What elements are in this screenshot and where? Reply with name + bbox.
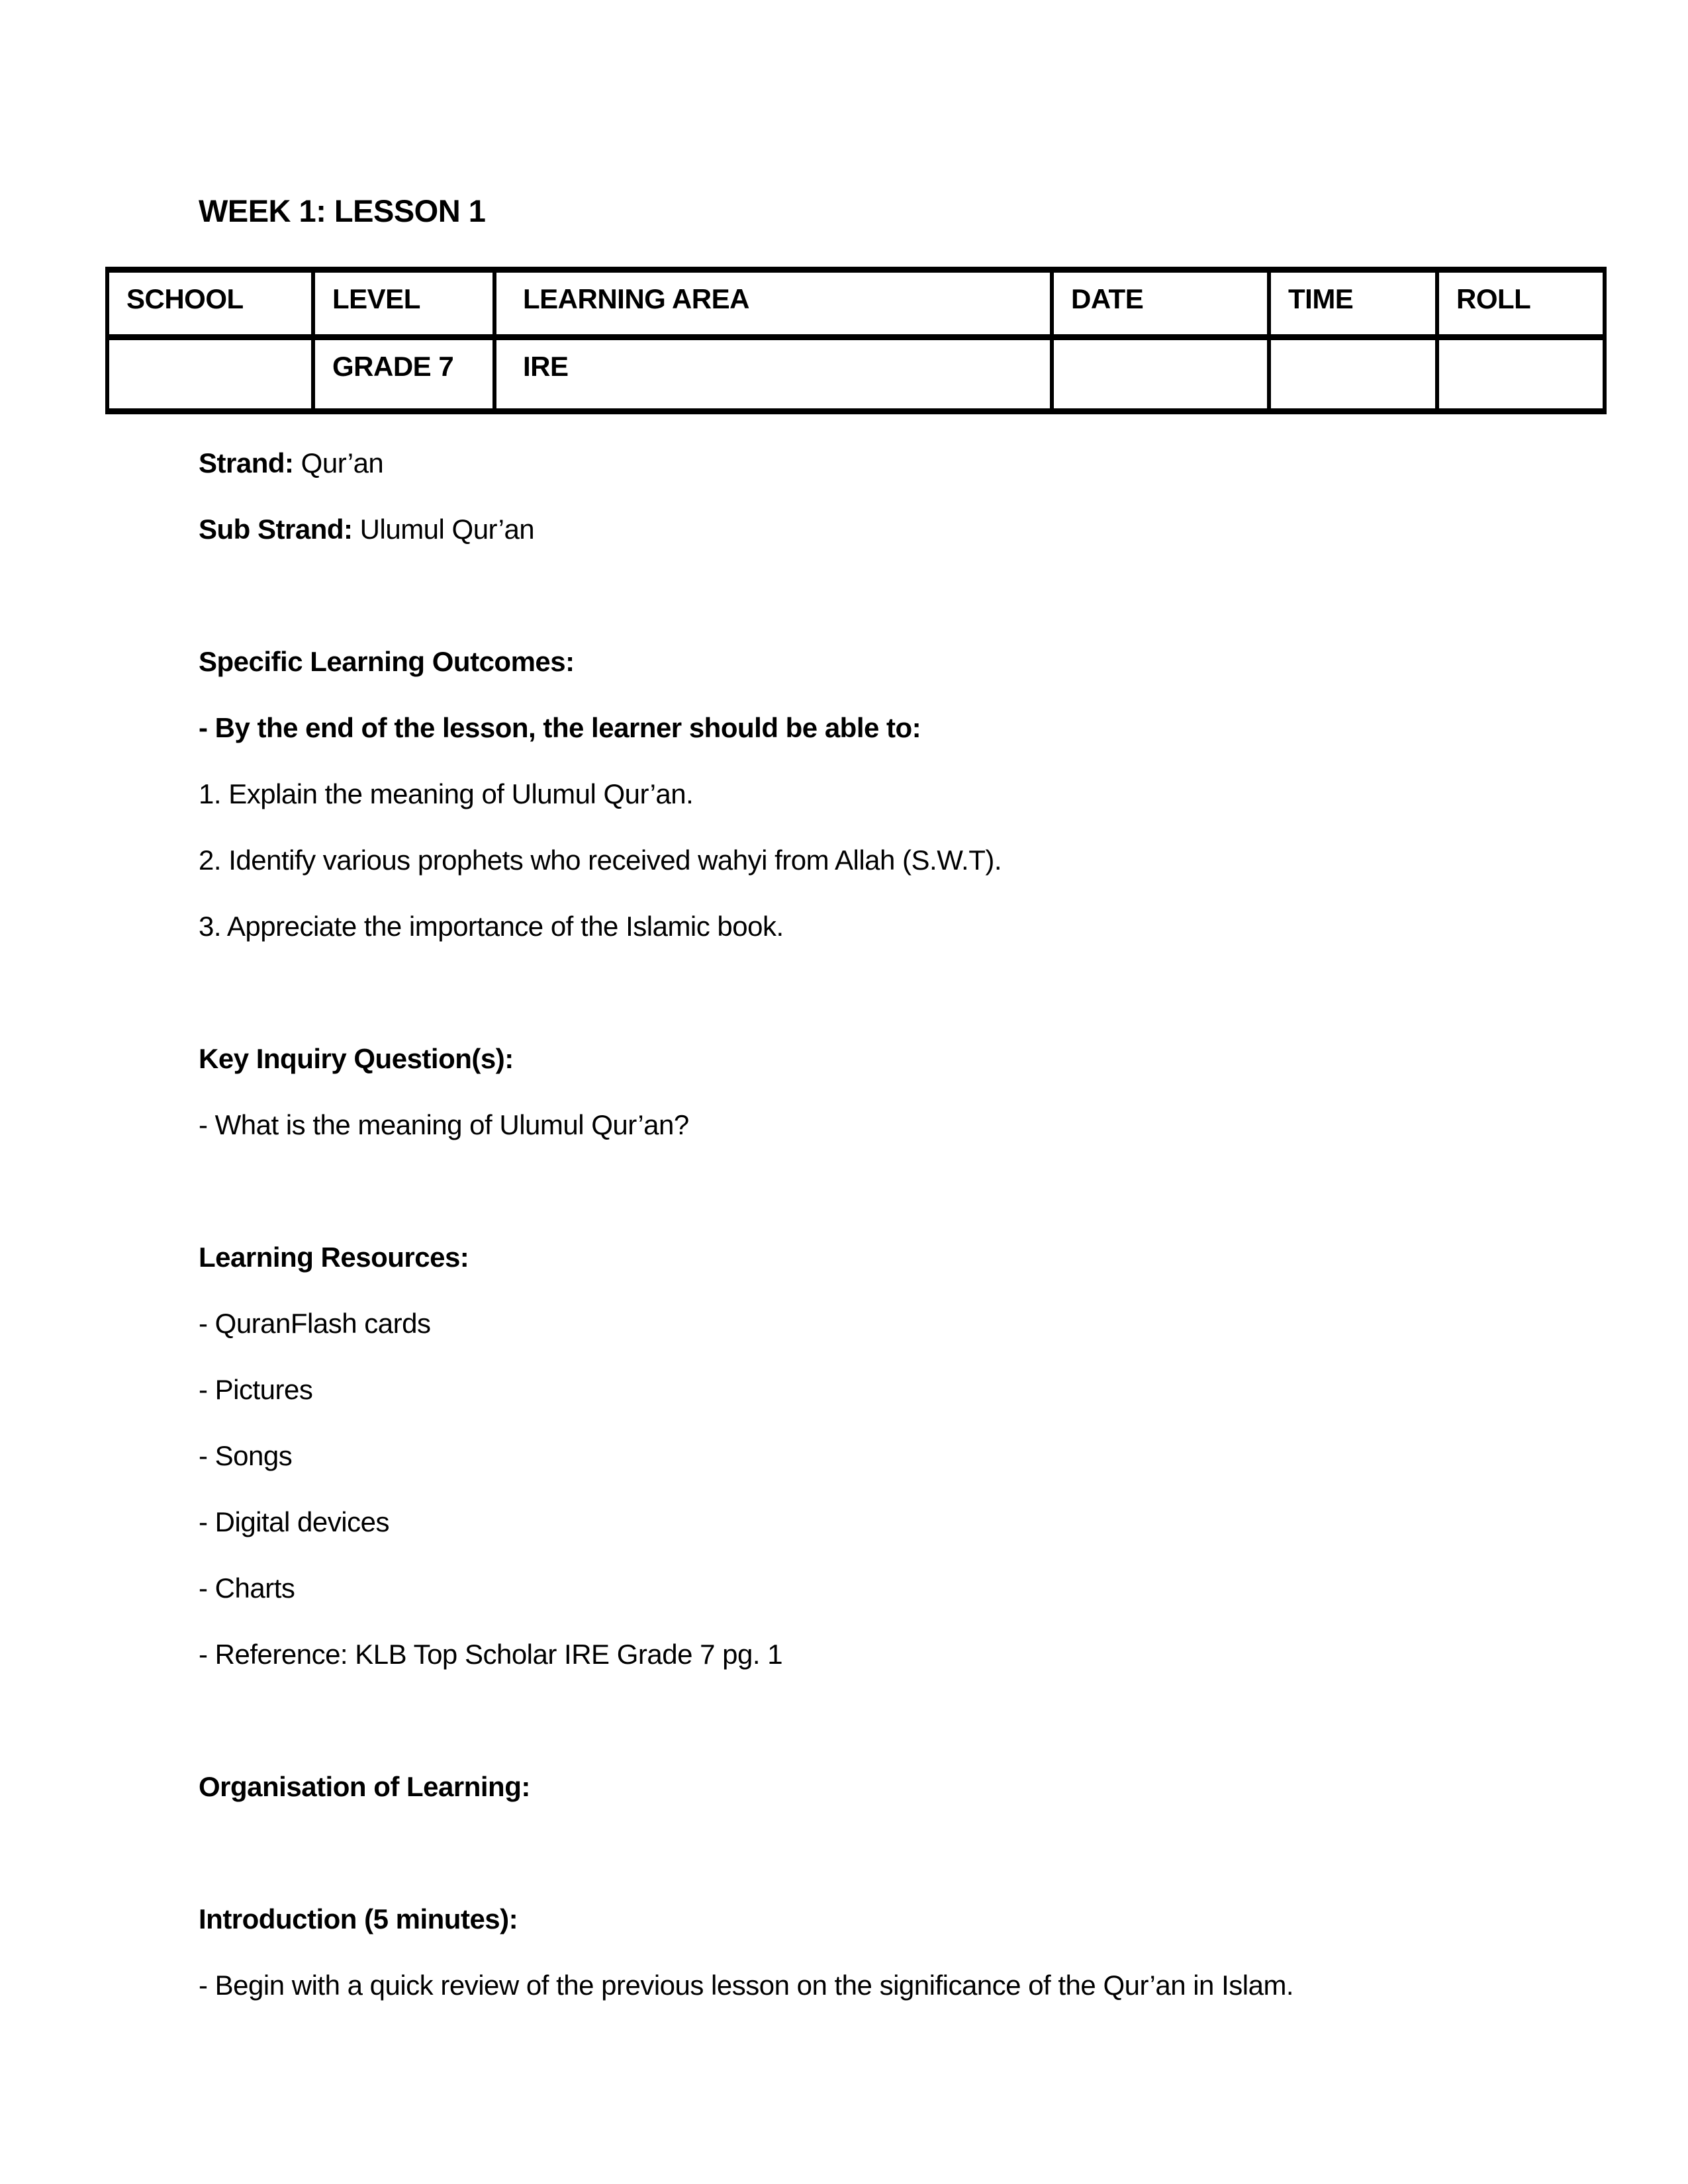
strand-line xyxy=(199,430,1688,496)
resource-item-6: - Reference: KLB Top Scholar IRE Grade 7 pg. 1 xyxy=(199,1639,783,1670)
resource-item-4: - Digital devices xyxy=(199,1506,389,1537)
lesson-info-table xyxy=(105,267,1607,414)
outcomes-heading: Specific Learning Outcomes: xyxy=(199,646,575,677)
cell-time-value xyxy=(1269,338,1437,412)
document-body xyxy=(199,430,1688,2019)
document-title: WEEK 1: LESSON 1 xyxy=(199,193,486,228)
cell-date-value xyxy=(1052,338,1269,412)
header-cell-learning-area: LEARNING AREA xyxy=(494,270,1052,338)
outcome-item-3: 3. Appreciate the importance of the Islamic book. xyxy=(199,911,784,942)
cell-learning-area-value: IRE xyxy=(494,338,1052,412)
header-cell-school: SCHOOL xyxy=(107,270,313,338)
resources-heading: Learning Resources: xyxy=(199,1242,469,1273)
header-cell-level: LEVEL xyxy=(313,270,494,338)
header-cell-time: TIME xyxy=(1269,270,1437,338)
resource-item-3: - Songs xyxy=(199,1440,293,1471)
resource-item-5: - Charts xyxy=(199,1572,295,1604)
introduction-heading: Introduction (5 minutes): xyxy=(199,1903,518,1934)
sub-strand-label: Sub Strand: xyxy=(199,514,353,545)
table-data-row xyxy=(107,338,1605,412)
strand-label: Strand: xyxy=(199,447,294,478)
organisation-heading: Organisation of Learning: xyxy=(199,1771,530,1802)
sub-strand-value: Ulumul Qur’an xyxy=(352,514,535,545)
outcome-item-1: 1. Explain the meaning of Ulumul Qur’an. xyxy=(199,778,694,809)
cell-level-value: GRADE 7 xyxy=(313,338,494,412)
header-cell-date: DATE xyxy=(1052,270,1269,338)
outcomes-intro: - By the end of the lesson, the learner should be able to: xyxy=(199,712,921,743)
key-inquiry-item-1: - What is the meaning of Ulumul Qur’an? xyxy=(199,1109,689,1140)
key-inquiry-heading: Key Inquiry Question(s): xyxy=(199,1043,514,1074)
table-header-row xyxy=(107,270,1605,338)
outcome-item-2: 2. Identify various prophets who received wahyi from Allah (S.W.T). xyxy=(199,844,1002,876)
resource-item-1: - QuranFlash cards xyxy=(199,1308,431,1339)
cell-roll-value xyxy=(1437,338,1605,412)
resource-item-2: - Pictures xyxy=(199,1374,313,1405)
sub-strand-line xyxy=(199,496,1688,563)
introduction-item-1: - Begin with a quick review of the previous lesson on the significance of the Qur’an in Islam. xyxy=(199,1970,1294,2001)
strand-value: Qur’an xyxy=(293,447,384,478)
cell-school-value xyxy=(107,338,313,412)
header-cell-roll: ROLL xyxy=(1437,270,1605,338)
